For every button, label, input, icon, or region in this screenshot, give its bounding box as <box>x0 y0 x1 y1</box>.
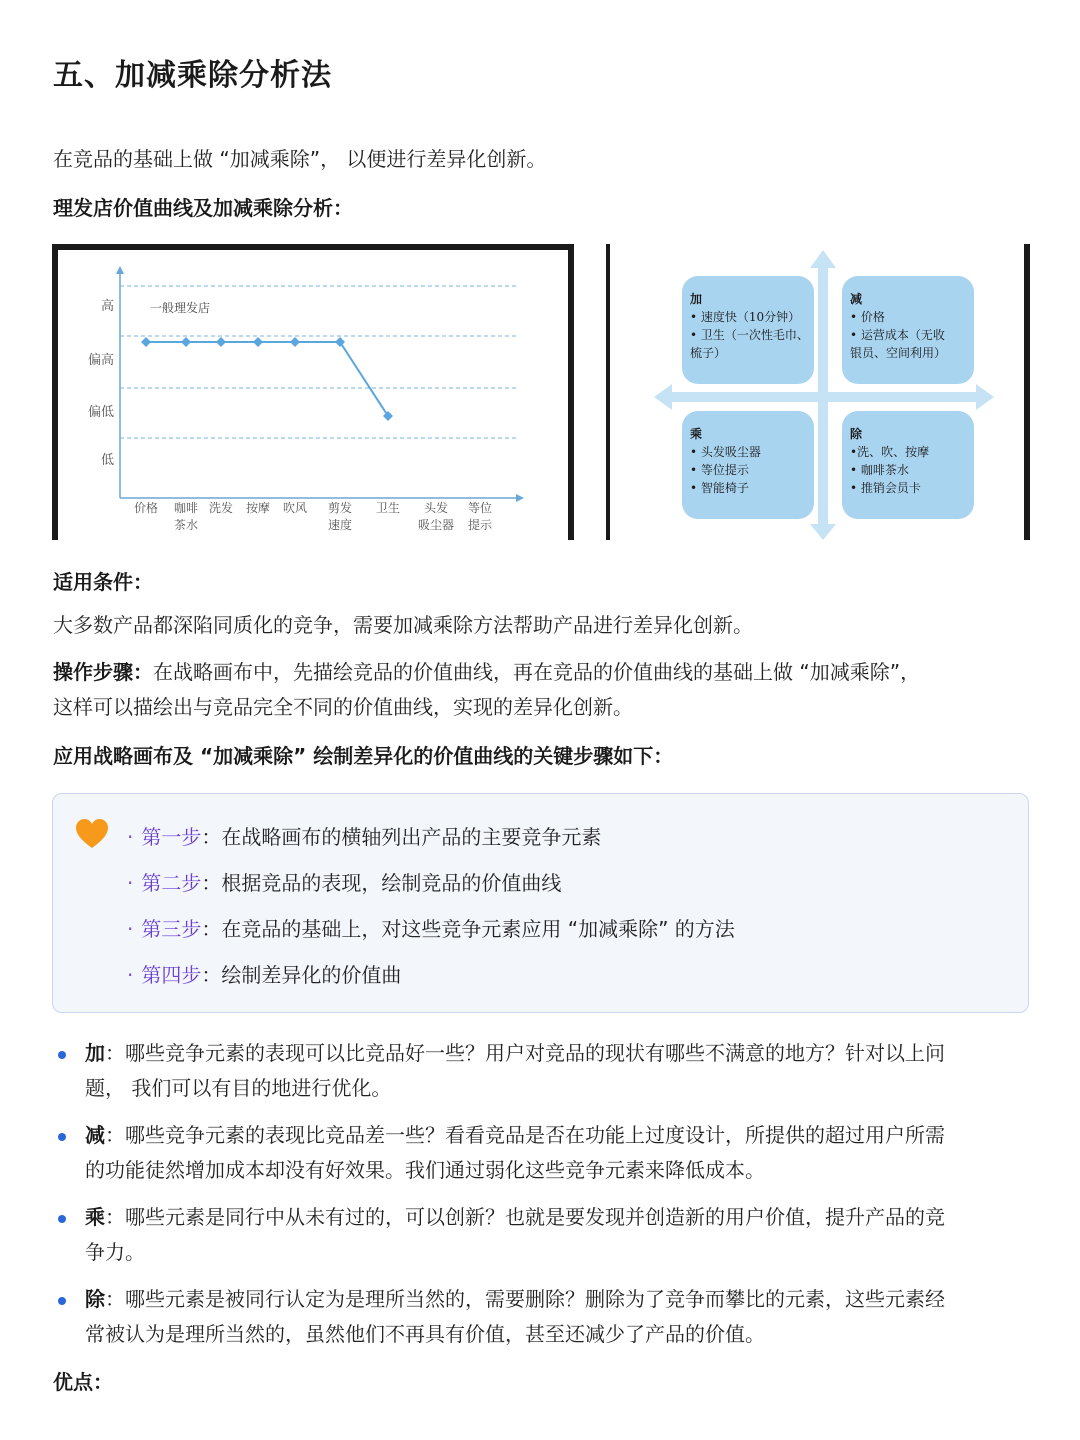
left-arrowhead <box>654 384 672 410</box>
steps-callout <box>52 793 1029 1013</box>
quadrant-reduce-title: 减 <box>850 292 863 306</box>
quadrant-multiply <box>682 411 814 519</box>
x-tick-label: 剪发 <box>327 501 353 515</box>
callout-step-text: ：绘制差异化的价值曲 <box>201 963 402 987</box>
callout-step: · 第三步：在竞品的基础上，对这些竞争元素应用 “加减乘除” 的方法 <box>127 917 735 941</box>
data-point <box>181 337 191 347</box>
advantages-heading: 优点： <box>53 1370 113 1394</box>
x-tick-label: 吸尘器 <box>417 518 455 532</box>
steps-text-line-2: 这样可以描绘出与竞品完全不同的价值曲线，实现的差异化创新。 <box>53 695 633 719</box>
quadrant-divide-line: • 咖啡茶水 <box>850 463 909 477</box>
data-point <box>290 337 300 347</box>
quadrant-divide-title: 除 <box>850 427 863 441</box>
y-tick-label: 偏高 <box>87 353 114 368</box>
quadrant-figure <box>606 244 1030 540</box>
x-tick-label: 速度 <box>327 518 353 532</box>
quadrant-divide-line: •洗、吹、按摩 <box>850 445 930 459</box>
bullet-text: ：哪些元素是同行中从未有过的，可以创新？也就是要发现并创造新的用户价值，提升产品的竞 <box>105 1205 945 1229</box>
bullet-term: 减 <box>85 1123 105 1147</box>
quadrant-add-title: 加 <box>690 292 703 306</box>
x-tick-label: 洗发 <box>208 501 234 515</box>
data-point <box>253 337 263 347</box>
data-point <box>383 411 393 421</box>
conditions-text: 大多数产品都深陷同质化的竞争，需要加减乘除方法帮助产品进行差异化创新。 <box>53 613 753 637</box>
right-arrowhead <box>976 384 994 410</box>
callout-step-text: ：在战略画布的横轴列出产品的主要竞争元素 <box>201 825 602 849</box>
x-tick-label: 头发 <box>423 501 449 515</box>
bullet-text: 的功能徒然增加成本却没有好效果。我们通过弱化这些竞争元素来降低成本。 <box>85 1158 765 1182</box>
data-point <box>335 337 345 347</box>
x-tick-label: 茶水 <box>173 518 199 532</box>
x-tick-label: 咖啡 <box>173 501 199 515</box>
bullet-term: 除 <box>85 1287 105 1311</box>
bullet-text: 题， 我们可以有目的地进行优化。 <box>85 1076 392 1100</box>
x-tick-label: 价格 <box>133 501 159 515</box>
conditions-heading: 适用条件： <box>53 570 153 594</box>
y-axis-arrow <box>116 266 124 274</box>
data-point <box>216 337 226 347</box>
horizontal-axis <box>670 392 980 402</box>
quadrant-add-line: 梳子） <box>690 346 727 360</box>
callout-step-label: 第三步 <box>141 917 202 941</box>
x-tick-label: 提示 <box>467 518 493 532</box>
quadrant-multiply-title: 乘 <box>690 427 703 441</box>
quadrant-divide-line: • 推销会员卡 <box>850 481 921 495</box>
x-tick-label: 等位 <box>467 501 493 515</box>
callout-step: · 第一步：在战略画布的横轴列出产品的主要竞争元素 <box>127 825 602 849</box>
steps-text-line-1: 在战略画布中，先描绘竞品的价值曲线，再在竞品的价值曲线的基础上做 “加减乘除”， <box>153 660 921 684</box>
figure-heading: 理发店价值曲线及加减乘除分析： <box>53 196 353 220</box>
y-tick-label: 低 <box>100 453 114 468</box>
intro-text: 在竞品的基础上做 “加减乘除”， 以便进行差异化创新。 <box>53 147 547 171</box>
steps-label: 操作步骤： <box>53 660 153 684</box>
callout-step-label: 第一步 <box>141 825 202 849</box>
key-steps-heading: 应用战略画布及 “加减乘除” 绘制差异化的价值曲线的关键步骤如下： <box>53 744 674 768</box>
quadrant-add <box>682 276 814 384</box>
x-tick-label: 吹风 <box>282 501 308 515</box>
down-arrowhead <box>810 524 836 540</box>
quadrant-multiply-line: • 等位提示 <box>690 463 749 477</box>
callout-step-text: ：在竞品的基础上，对这些竞争元素应用 “加减乘除” 的方法 <box>201 917 735 941</box>
bullet-item-multiply <box>53 1200 1028 1270</box>
up-arrowhead <box>810 250 836 268</box>
data-point <box>141 337 151 347</box>
callout-step-label: 第四步 <box>141 963 202 987</box>
bullet-text: ：哪些元素是被同行认定为是理所当然的，需要删除？删除为了竞争而攀比的元素，这些元素经 <box>105 1287 945 1311</box>
bullet-text: 常被认为是理所当然的，虽然他们不再具有价值，甚至还减少了产品的价值。 <box>85 1322 765 1346</box>
quadrant-multiply-line: • 头发吸尘器 <box>690 445 761 459</box>
series-line <box>146 342 388 416</box>
bullet-term: 加 <box>85 1041 105 1065</box>
value-curve-chart <box>58 250 568 540</box>
callout-step-text: ：根据竞品的表现，绘制竞品的价值曲线 <box>201 871 562 895</box>
callout-step-label: 第二步 <box>141 871 202 895</box>
steps-paragraph <box>53 655 1028 725</box>
bullet-text: ：哪些竞争元素的表现比竞品差一些？看看竞品是否在功能上过度设计，所提供的超过用户所需 <box>105 1123 945 1147</box>
x-axis-arrow <box>516 494 524 502</box>
bullet-item-divide <box>53 1282 1028 1352</box>
quadrant-reduce-line: • 价格 <box>850 310 885 324</box>
bullet-dot <box>58 1051 66 1059</box>
quadrant-add-line: • 卫生（一次性毛巾、 <box>690 328 809 342</box>
bullet-dot <box>58 1215 66 1223</box>
bullet-text: 争力。 <box>85 1240 145 1264</box>
y-tick-label: 偏低 <box>87 405 114 420</box>
quadrant-reduce-line: 银员、空间利用） <box>850 346 947 360</box>
page-title: 五、加减乘除分析法 <box>53 58 332 93</box>
callout-step: · 第二步：根据竞品的表现，绘制竞品的价值曲线 <box>127 871 562 895</box>
value-curve-figure <box>52 244 574 540</box>
series-label: 一般理发店 <box>150 301 211 315</box>
quadrant-reduce <box>842 276 974 384</box>
callout-step: · 第四步：绘制差异化的价值曲 <box>127 963 402 987</box>
x-tick-label: 卫生 <box>375 501 401 515</box>
bullet-dot <box>58 1133 66 1141</box>
quadrant-multiply-line: • 智能椅子 <box>690 481 749 495</box>
bullet-item-add <box>53 1036 1028 1106</box>
y-tick-label: 高 <box>100 299 114 314</box>
orange-heart-icon <box>75 818 109 850</box>
bullet-text: ：哪些竞争元素的表现可以比竞品好一些？用户对竞品的现状有哪些不满意的地方？针对以上问 <box>105 1041 945 1065</box>
x-tick-label: 按摩 <box>245 501 271 515</box>
quadrant-reduce-line: • 运营成本（无收 <box>850 328 945 342</box>
bullet-term: 乘 <box>85 1205 105 1229</box>
bullet-dot <box>58 1297 66 1305</box>
bullet-item-reduce <box>53 1118 1028 1188</box>
quadrant-divide <box>842 411 974 519</box>
quadrant-add-line: • 速度快（10分钟） <box>690 310 801 324</box>
